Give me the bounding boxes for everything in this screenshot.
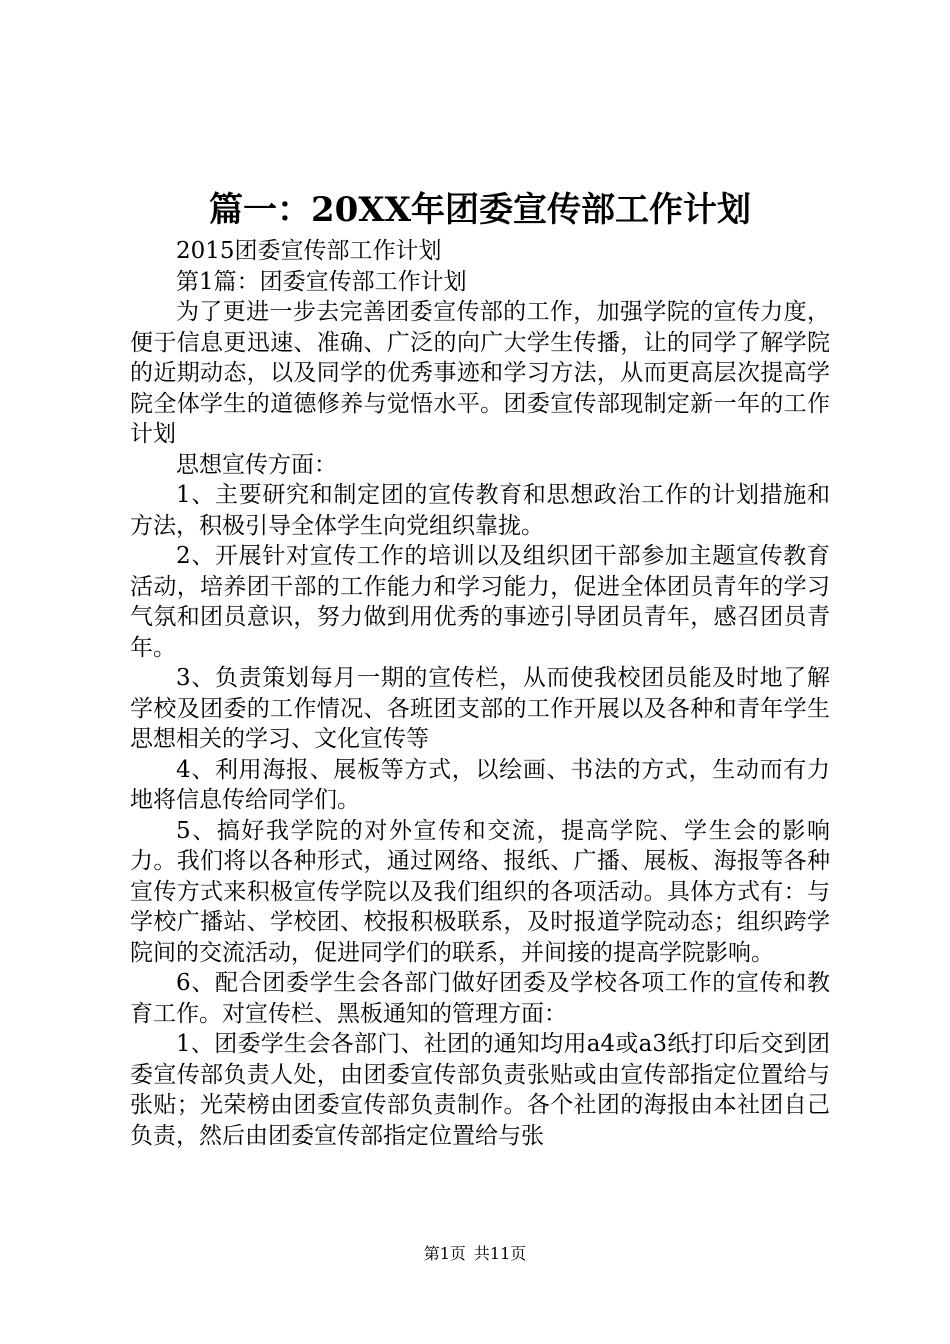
paragraph: 5、搞好我学院的对外宣传和交流，提高学院、学生会的影响力。我们将以各种形式，通过网络、报纸、广播、展板、海报等各种宣传方式来积极宣传学院以及我们组织的各项活动。具体方式有：与学校广播站、学校团、校报积极联系，及时报道学院动态；组织跨学院间的交流活动，促进同学们的联系，并间接的提高学院影响。	[130, 817, 830, 966]
paragraph: 1、主要研究和制定团的宣传教育和思想政治工作的计划措施和方法，积极引导全体学生向党组织靠拢。	[130, 482, 830, 539]
paragraph: 2015团委宣传部工作计划	[176, 238, 442, 264]
document-title: 篇一：20XX年团委宣传部工作计划	[208, 190, 752, 230]
page-footer	[0, 1243, 950, 1265]
paragraph: 3、负责策划每月一期的宣传栏，从而使我校团员能及时地了解学校及团委的工作情况、各班团支部的工作开展以及各种和青年学生思想相关的学习、文化宣传等	[130, 665, 830, 752]
paragraph: 第1篇：团委宣传部工作计划	[176, 268, 467, 295]
page-number: 第1页	[423, 1244, 466, 1263]
paragraph: 1、团委学生会各部门、社团的通知均用a4或a3纸打印后交到团委宣传部负责人处，由团委宣传部负责张贴或由宣传部指定位置给与张贴；光荣榜由团委宣传部负责制作。各个社团的海报由本社团自己负责，然后由团委宣传部指定位置给与张	[130, 1031, 830, 1149]
paragraph: 为了更进一步去完善团委宣传部的工作，加强学院的宣传力度，便于信息更迅速、准确、广泛的向广大学生传播，让的同学了解学院的近期动态，以及同学的优秀事迹和学习方法，从而更高层次提高学院全体学生的道德修养与觉悟水平。团委宣传部现制定新一年的工作计划	[130, 299, 830, 447]
paragraph: 2、开展针对宣传工作的培训以及组织团干部参加主题宣传教育活动，培养团干部的工作能力和学习能力，促进全体团员青年的学习气氛和团员意识，努力做到用优秀的事迹引导团员青年，感召团员青年。	[130, 543, 830, 661]
page-total: 共11页	[473, 1244, 527, 1263]
paragraph: 4、利用海报、展板等方式，以绘画、书法的方式，生动而有力地将信息传给同学们。	[130, 756, 830, 813]
paragraph: 6、配合团委学生会各部门做好团委及学校各项工作的宣传和教育工作。对宣传栏、黑板通知的管理方面：	[130, 970, 830, 1027]
document-body	[130, 236, 830, 1151]
paragraph: 思想宣传方面：	[176, 451, 337, 478]
